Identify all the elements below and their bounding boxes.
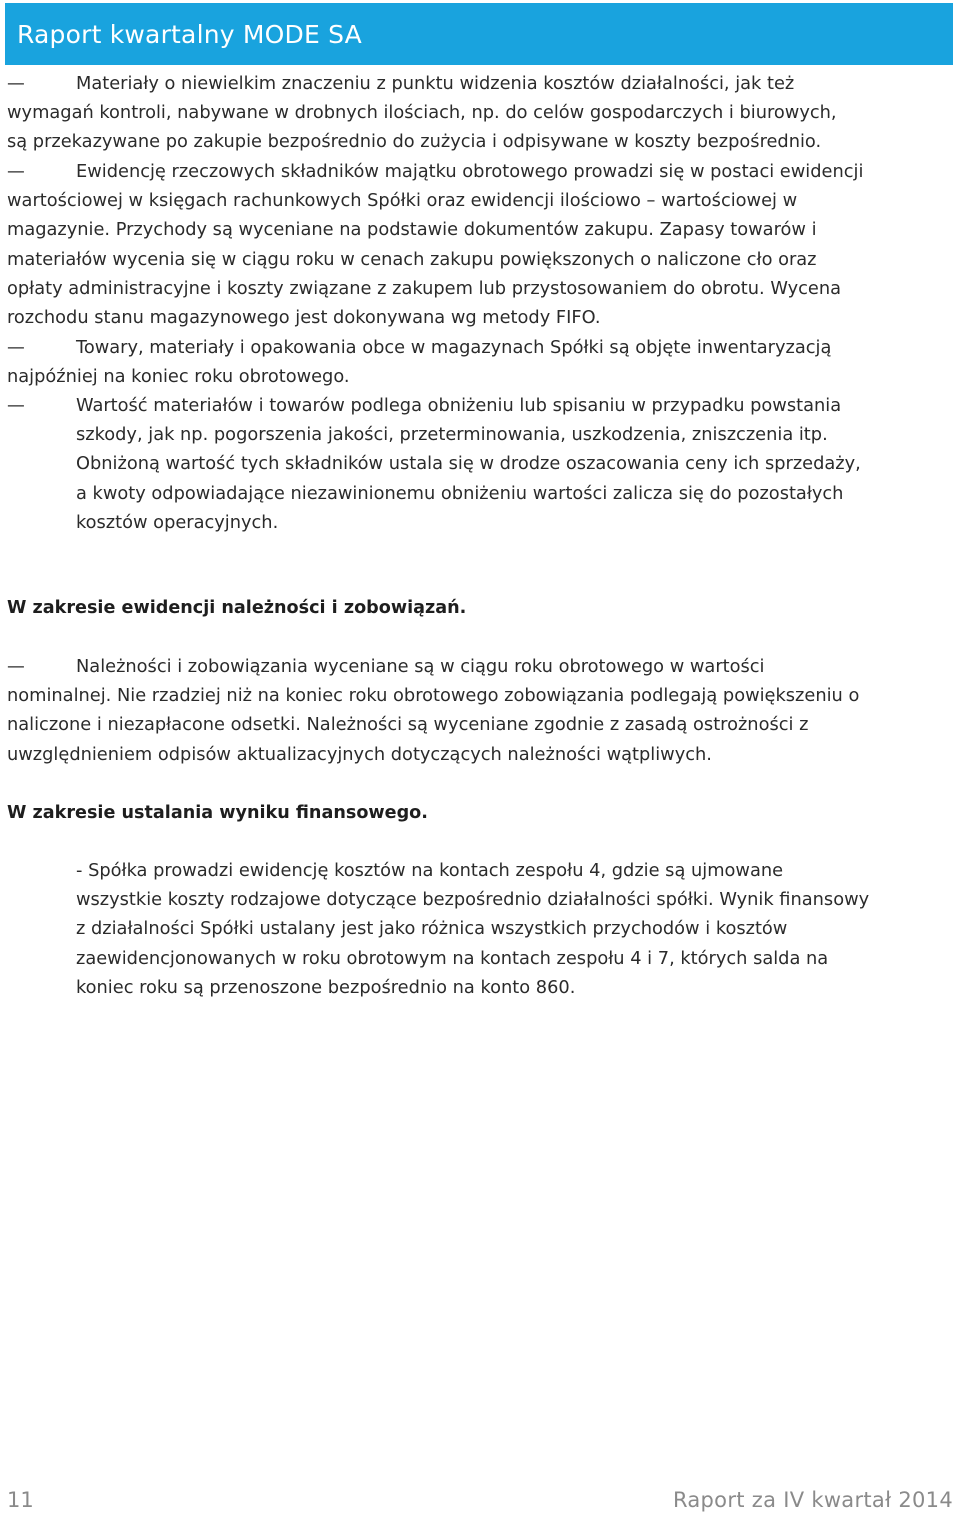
- footer-report-label: Raport za IV kwartał 2014: [672, 1488, 953, 1512]
- text-line: rozchodu stanu magazynowego jest dokonywana wg metody FIFO.: [7, 307, 601, 329]
- section-heading-financial-result: W zakresie ustalania wyniku finansowego.: [7, 803, 428, 823]
- text-line: a kwoty odpowiadające niezawinionemu obniżeniu wartości zalicza się do pozostałych: [76, 482, 844, 504]
- text-line: - Spółka prowadzi ewidencję kosztów na kontach zespołu 4, gdzie są ujmowane: [76, 860, 784, 881]
- paragraph-materials: [7, 69, 952, 157]
- text-line: — Wartość materiałów i towarów podlega obniżeniu lub spisaniu w przypadku powstania: [7, 391, 952, 420]
- paragraph-receivables: [7, 652, 952, 769]
- text-line: nominalnej. Nie rzadziej niż na koniec roku obrotowego zobowiązania podlegają powiększeniu o: [7, 685, 860, 707]
- header-bar: [5, 3, 953, 65]
- page-number: 11: [7, 1488, 34, 1512]
- text-line: uwzględnieniem odpisów aktualizacyjnych dotyczących należności wątpliwych.: [7, 743, 712, 765]
- text-line: — Materiały o niewielkim znaczeniu z punktu widzenia kosztów działalności, jak też: [7, 69, 952, 98]
- document-title: Raport kwartalny MODE SA: [17, 20, 362, 49]
- text-line: najpóźniej na koniec roku obrotowego.: [7, 366, 350, 388]
- text-line: magazynie. Przychody są wyceniane na podstawie dokumentów zakupu. Zapasy towarów i: [7, 219, 817, 241]
- dash-bullet: —: [7, 395, 25, 416]
- text-line: z działalności Spółki ustalany jest jako różnica wszystkich przychodów i kosztów: [76, 918, 788, 940]
- dash-bullet: —: [7, 73, 25, 94]
- paragraph-financial-result: [7, 856, 952, 1002]
- text-line: wymagań kontroli, nabywane w drobnych ilościach, np. do celów gospodarczych i biurowych,: [7, 102, 837, 124]
- text-line: kosztów operacyjnych.: [76, 511, 279, 533]
- paragraph-stocktaking: [7, 333, 952, 391]
- dash-bullet: —: [7, 656, 25, 677]
- dash-bullet: —: [7, 161, 25, 182]
- text-line: — Ewidencję rzeczowych składników majątku obrotowego prowadzi się w postaci ewidencji: [7, 157, 952, 186]
- text-line: opłaty administracyjne i koszty związane z zakupem lub przystosowaniem do obrotu. Wycena: [7, 277, 841, 299]
- dash-bullet: —: [7, 337, 25, 358]
- text-line: szkody, jak np. pogorszenia jakości, przeterminowania, uszkodzenia, zniszczenia itp.: [76, 424, 828, 446]
- text-line: zaewidencjonowanych w roku obrotowym na kontach zespołu 4 i 7, których salda na: [76, 947, 829, 969]
- paragraph-impairment: [7, 391, 952, 537]
- paragraph-inventory-records: [7, 157, 952, 332]
- text-line: — Należności i zobowiązania wyceniane są w ciągu roku obrotowego w wartości: [7, 652, 952, 681]
- text-line: koniec roku są przenoszone bezpośrednio na konto 860.: [76, 976, 576, 998]
- text-line: — Towary, materiały i opakowania obce w magazynach Spółki są objęte inwentaryzacją: [7, 333, 952, 362]
- text-line: materiałów wycenia się w ciągu roku w cenach zakupu powiększonych o naliczone cło oraz: [7, 248, 817, 270]
- text-line: wszystkie koszty rodzajowe dotyczące bezpośrednio działalności spółki. Wynik finansowy: [76, 889, 870, 911]
- section-heading-receivables: W zakresie ewidencji należności i zobowiązań.: [7, 598, 467, 618]
- text-line: naliczone i niezapłacone odsetki. Należności są wyceniane zgodnie z zasadą ostrożności z: [7, 714, 809, 736]
- text-line: są przekazywane po zakupie bezpośrednio do zużycia i odpisywane w koszty bezpośrednio.: [7, 131, 822, 153]
- text-line: Obniżoną wartość tych składników ustala się w drodze oszacowania ceny ich sprzedaży,: [76, 453, 861, 475]
- text-line: wartościowej w księgach rachunkowych Spółki oraz ewidencji ilościowo – wartościowej w: [7, 190, 798, 212]
